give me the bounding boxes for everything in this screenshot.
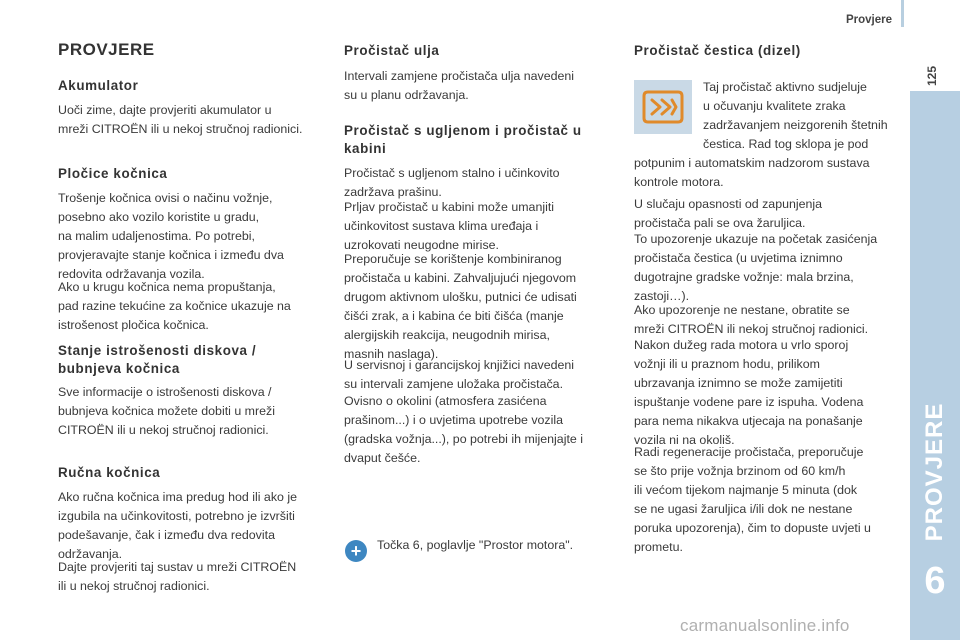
text-line: Uoči zime, dajte provjeriti akumulator u [58,103,272,117]
text-line: zastoji…). [634,289,690,303]
text-line: uzrokovati neugodne mirise. [344,238,499,252]
heading-line: kabini [344,141,387,156]
text-line: istrošenost pločica kočnica. [58,318,209,332]
text-line: potpunim i automatskim nadzorom sustava [634,156,870,170]
text-line: dugotrajne gradske vožnje: mala brzina, [634,270,854,284]
text-dizel-4 [634,301,909,339]
text-line: Preporučuje se korištenje kombiniranog [344,252,562,266]
text-line: se što prije vožnja brzinom od 60 km/h [634,464,846,478]
text-plocice-1 [58,189,333,284]
text-line: (gradska vožnja...), po potrebi ih mijenjajte i [344,432,583,446]
text-line: su intervali zamjene uložaka pročistača. [344,377,564,391]
text-line: čestica. Rad tog sklopa je pod [703,137,869,151]
heading-line: Stanje istrošenosti diskova / [58,343,257,358]
heading-dizel: Pročistač čestica (dizel) [634,43,801,58]
page-number [919,54,945,88]
text-line: se ne ugasi žaruljica i/ili dok ne nestane [634,502,853,516]
text-line: ubrzavanja iznimno se može zamijetiti [634,376,843,390]
text-line: podešavanje, čak i između dva redovita [58,528,275,542]
header-divider [901,0,904,27]
heading-plocice: Pločice kočnica [58,166,168,181]
text-line: prometu. [634,540,683,554]
text-line: Sve informacije o istrošenosti diskova / [58,385,272,399]
text-line: ili u nekoj stručnoj radionici. [58,579,210,593]
chapter-title-text: PROVJERE [921,402,948,542]
text-line: para nema nikakva utjecaja na ponašanje [634,414,863,428]
text-line: na malim udaljenostima. Po potrebi, [58,229,255,243]
text-line: Pročistač s ugljenom stalno i učinkovito [344,166,560,180]
text-line: čišći zrak, a i kabina će biti čišća (manje [344,309,564,323]
chapter-side-tab [910,91,960,640]
text-line: CITROËN ili u nekoj stručnoj radionici. [58,423,269,437]
plus-icon: + [345,540,367,562]
text-line: Ovisno o okolini (atmosfera zasićena [344,394,547,408]
text-line: Ako upozorenje ne nestane, obratite se [634,303,850,317]
text-line: Trošenje kočnica ovisi o načinu vožnje, [58,191,273,205]
watermark: carmanualsonline.info [680,616,850,635]
text-line: pad razine tekućine za kočnice ukazuje na [58,299,291,313]
text-line: mreži CITROËN ili u nekoj stručnoj radionici. [58,122,303,136]
heading-akumulator: Akumulator [58,78,139,93]
text-line: Intervali zamjene pročistača ulja navedeni [344,69,575,83]
text-dizel-2 [634,195,909,233]
text-dizel-3 [634,230,909,306]
text-ulje [344,67,619,105]
text-ugljen-5 [344,392,619,468]
text-line: pročistača u kabini. Zahvaljujući njegovom [344,271,577,285]
text-line: bubnjeva kočnica možete dobiti u mreži [58,404,275,418]
text-line: zadržavanjem neizgorenih štetnih [703,118,888,132]
text-ugljen-4 [344,356,619,394]
text-line: održavanja. [58,547,123,561]
heading-diskovi [58,342,256,378]
text-line: Dajte provjeriti taj sustav u mreži CITROËN [58,560,297,574]
heading-ulje: Pročistač ulja [344,43,440,58]
text-line: Radi regeneracije pročistača, preporučuje [634,445,864,459]
text-ugljen-3 [344,250,619,364]
text-dizel-1-bottom [634,154,909,192]
text-line: U slučaju opasnosti od zapunjenja [634,197,823,211]
text-line: Ako ručna kočnica ima predug hod ili ako je [58,490,297,504]
text-line: Nakon dužeg rada motora u vrlo sporoj [634,338,849,352]
text-line: redovita održavanja vozila. [58,267,205,281]
text-line: posebno ako vozilo koristite u gradu, [58,210,260,224]
text-line: Ako u krugu kočnica nema propuštanja, [58,280,276,294]
text-line: U servisnoj i garancijskoj knjižici navedeni [344,358,575,372]
text-line: poruka upozorenja), čim to dopuste uvjeti u [634,521,871,535]
page-number-text: 125 [925,65,939,86]
particle-filter-icon [634,80,692,134]
text-line: Prljav pročistač u kabini može umanjiti [344,200,555,214]
heading-rucna: Ručna kočnica [58,465,161,480]
text-line: pročistača pali se ova žaruljica. [634,216,806,230]
chapter-title [910,392,960,552]
note-text: Točka 6, poglavlje "Prostor motora". [377,538,574,552]
text-line: pročistača čestica (u uvjetima iznimno [634,251,843,265]
chapter-number: 6 [924,560,946,602]
text-line: u očuvanju kvalitete zraka [703,99,846,113]
text-line: mreži CITROËN ili nekoj stručnoj radionici. [634,322,869,336]
text-line: učinkovitost sustava klima uređaja i [344,219,539,233]
text-line: Taj pročistač aktivno sudjeluje [703,80,867,94]
text-diskovi [58,383,333,440]
text-line: provjeravajte stanje kočnica i između dva [58,248,284,262]
text-line: masnih naslaga). [344,347,439,361]
text-line: ispuštanje vodene pare iz ispuha. Vodena [634,395,864,409]
text-plocice-2 [58,278,333,335]
text-line: dvaput češće. [344,451,421,465]
text-rucna-2 [58,558,333,596]
text-line: kontrole motora. [634,175,724,189]
text-rucna-1 [58,488,333,564]
text-line: zadržava prašinu. [344,185,442,199]
text-line: su u planu održavanja. [344,88,469,102]
text-line: ili većom tijekom najmanje 5 minuta (dok [634,483,858,497]
text-line: vožnji ili u praznom hodu, prilikom [634,357,820,371]
text-line: vozila ni na okoliš. [634,433,735,447]
page-title: PROVJERE [58,40,155,59]
text-line: To upozorenje ukazuje na početak zasićenja [634,232,878,246]
text-dizel-1-top [703,78,908,154]
heading-line: Pročistač s ugljenom i pročistač u [344,123,582,138]
section-header: Provjere [845,14,892,26]
text-line: prašinom...) i o uvjetima upotrebe vozila [344,413,564,427]
text-dizel-5 [634,336,909,450]
text-line: izgubila na učinkovitosti, potrebno je izvršiti [58,509,295,523]
text-akumulator [58,101,333,139]
heading-line: bubnjeva kočnica [58,361,180,376]
text-ugljen-2 [344,198,619,255]
text-dizel-6 [634,443,909,557]
text-line: drugom aktivnom ulošku, putnici će udisati [344,290,577,304]
text-line: alergijskih reakcija, neugodnih mirisa, [344,328,550,342]
text-ugljen-1 [344,164,619,202]
heading-ugljen [344,122,582,158]
